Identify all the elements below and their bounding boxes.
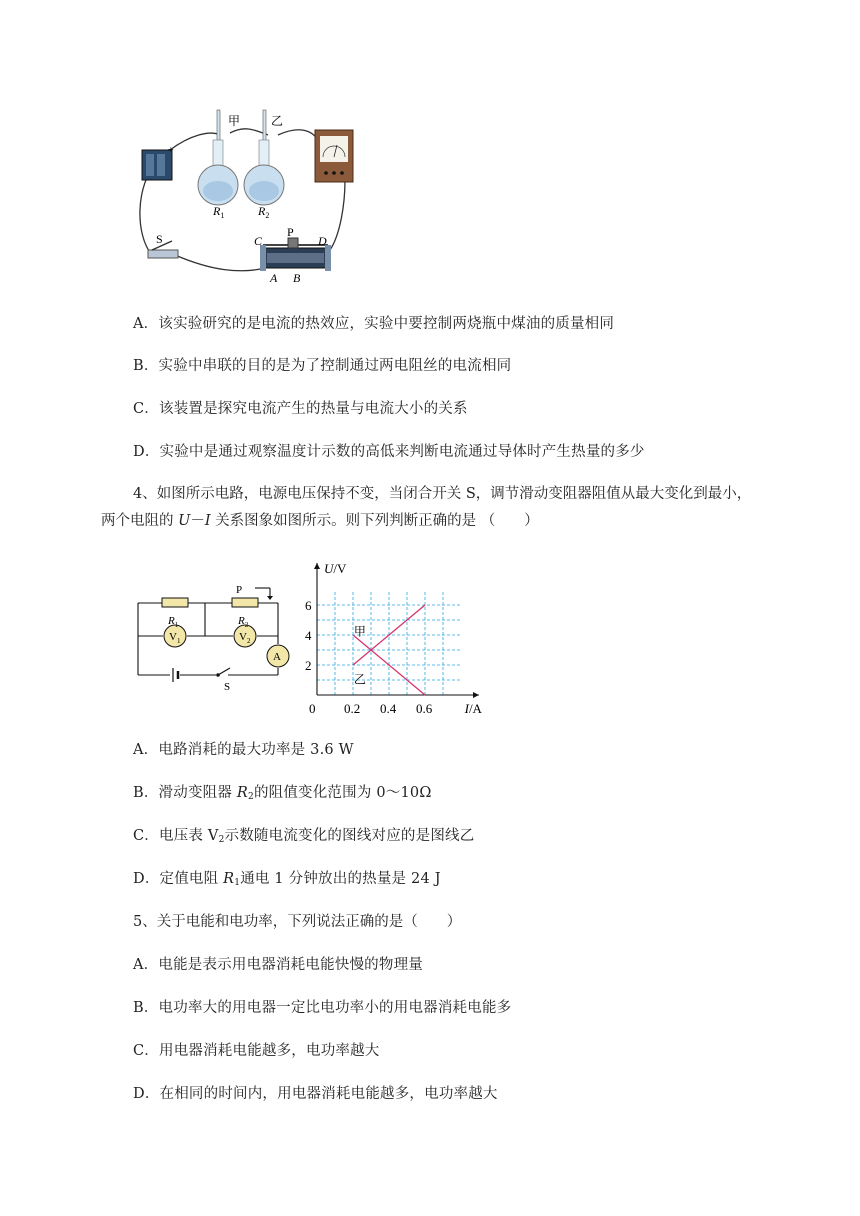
x-axis-label: I/A: [464, 701, 482, 716]
q3-option-b: B．实验中串联的目的是为了控制通过两电阻丝的电流相同: [133, 358, 512, 374]
q5-option-a: A．电能是表示用电器消耗电能快慢的物理量: [133, 957, 423, 973]
label-yi: 乙: [271, 114, 284, 128]
q5-option-c: C．用电器消耗电能越多，电功率越大: [133, 1043, 380, 1059]
q4-stem-line1: 4、如图所示电路，电源电压保持不变，当闭合开关 S，调节滑动变阻器阻值从最大变化到最小，: [133, 486, 752, 502]
q3-option-c: C．该装置是探究电流产生的热量与电流大小的关系: [133, 401, 468, 417]
ui-graph: [300, 550, 480, 720]
label-s: S: [156, 232, 163, 246]
q5-option-d: D．在相同的时间内，用电器消耗电能越多，电功率越大: [133, 1086, 498, 1102]
circuit-diagram: [130, 578, 300, 693]
experiment-figure: [130, 105, 370, 285]
circuit-p: P: [236, 584, 243, 596]
label-a: A: [270, 271, 278, 285]
y-axis-label: U/V: [324, 561, 347, 576]
circuit-switch: S: [224, 681, 231, 693]
circuit-v1: $V_1$: [169, 631, 181, 645]
y-tick-label: 4: [305, 628, 312, 643]
battery-icon: [142, 145, 174, 180]
q5-option-b: B．电功率大的用电器一定比电功率小的用电器消耗电能多: [133, 1000, 512, 1016]
label-c: C: [254, 234, 263, 248]
series-label-yi: 乙: [353, 672, 366, 687]
x-tick-label: 0.2: [344, 701, 361, 716]
label-r1: $R_1$: [213, 204, 225, 220]
y-tick-label: 2: [305, 658, 312, 673]
switch-icon: [148, 241, 178, 258]
circuit-v2: $V_2$: [239, 631, 251, 645]
q3-option-a: A．该实验研究的是电流的热效应，实验中要控制两烧瓶中煤油的质量相同: [133, 316, 615, 332]
label-p: P: [287, 225, 294, 239]
label-jia: 甲: [228, 114, 241, 128]
y-axis-arrow: [314, 563, 320, 569]
q4-option-b: B．滑动变阻器 $R_2$的阻值变化范围为 0～10Ω: [133, 785, 432, 802]
x-tick-label: 0.6: [416, 701, 433, 716]
q4-option-d: D．定值电阻 $R_1$通电 1 分钟放出的热量是 24 J: [133, 871, 441, 888]
series-label-jia: 甲: [353, 624, 366, 639]
meter-icon: [315, 130, 353, 182]
x-tick-label: 0: [309, 701, 316, 716]
q4-option-c: C．电压表 $V_2$示数随电流变化的图线对应的是图线乙: [133, 828, 475, 845]
svg-text:+: +: [168, 145, 174, 156]
q5-stem: 5、关于电能和电功率，下列说法正确的是（ ）: [133, 914, 462, 930]
x-axis-arrow: [473, 692, 479, 698]
label-d: D: [318, 234, 327, 248]
q4-stem-line2: 两个电阻的 U－I 关系图象如图所示。则下列判断正确的是 （ ）: [101, 513, 539, 529]
circuit-r1: $R_1$: [168, 615, 179, 629]
q3-option-d: D．实验中是通过观察温度计示数的高低来判断电流通过导体时产生热量的多少: [133, 444, 645, 460]
y-tick-label: 6: [305, 598, 312, 613]
label-b: B: [293, 271, 301, 285]
circuit-r2: $R_2$: [238, 615, 249, 629]
q4-option-a: A．电路消耗的最大功率是 3.6 W: [133, 742, 354, 758]
x-tick-label: 0.4: [380, 701, 397, 716]
circuit-ammeter: A: [273, 651, 281, 663]
label-r2: $R_2$: [258, 204, 270, 220]
